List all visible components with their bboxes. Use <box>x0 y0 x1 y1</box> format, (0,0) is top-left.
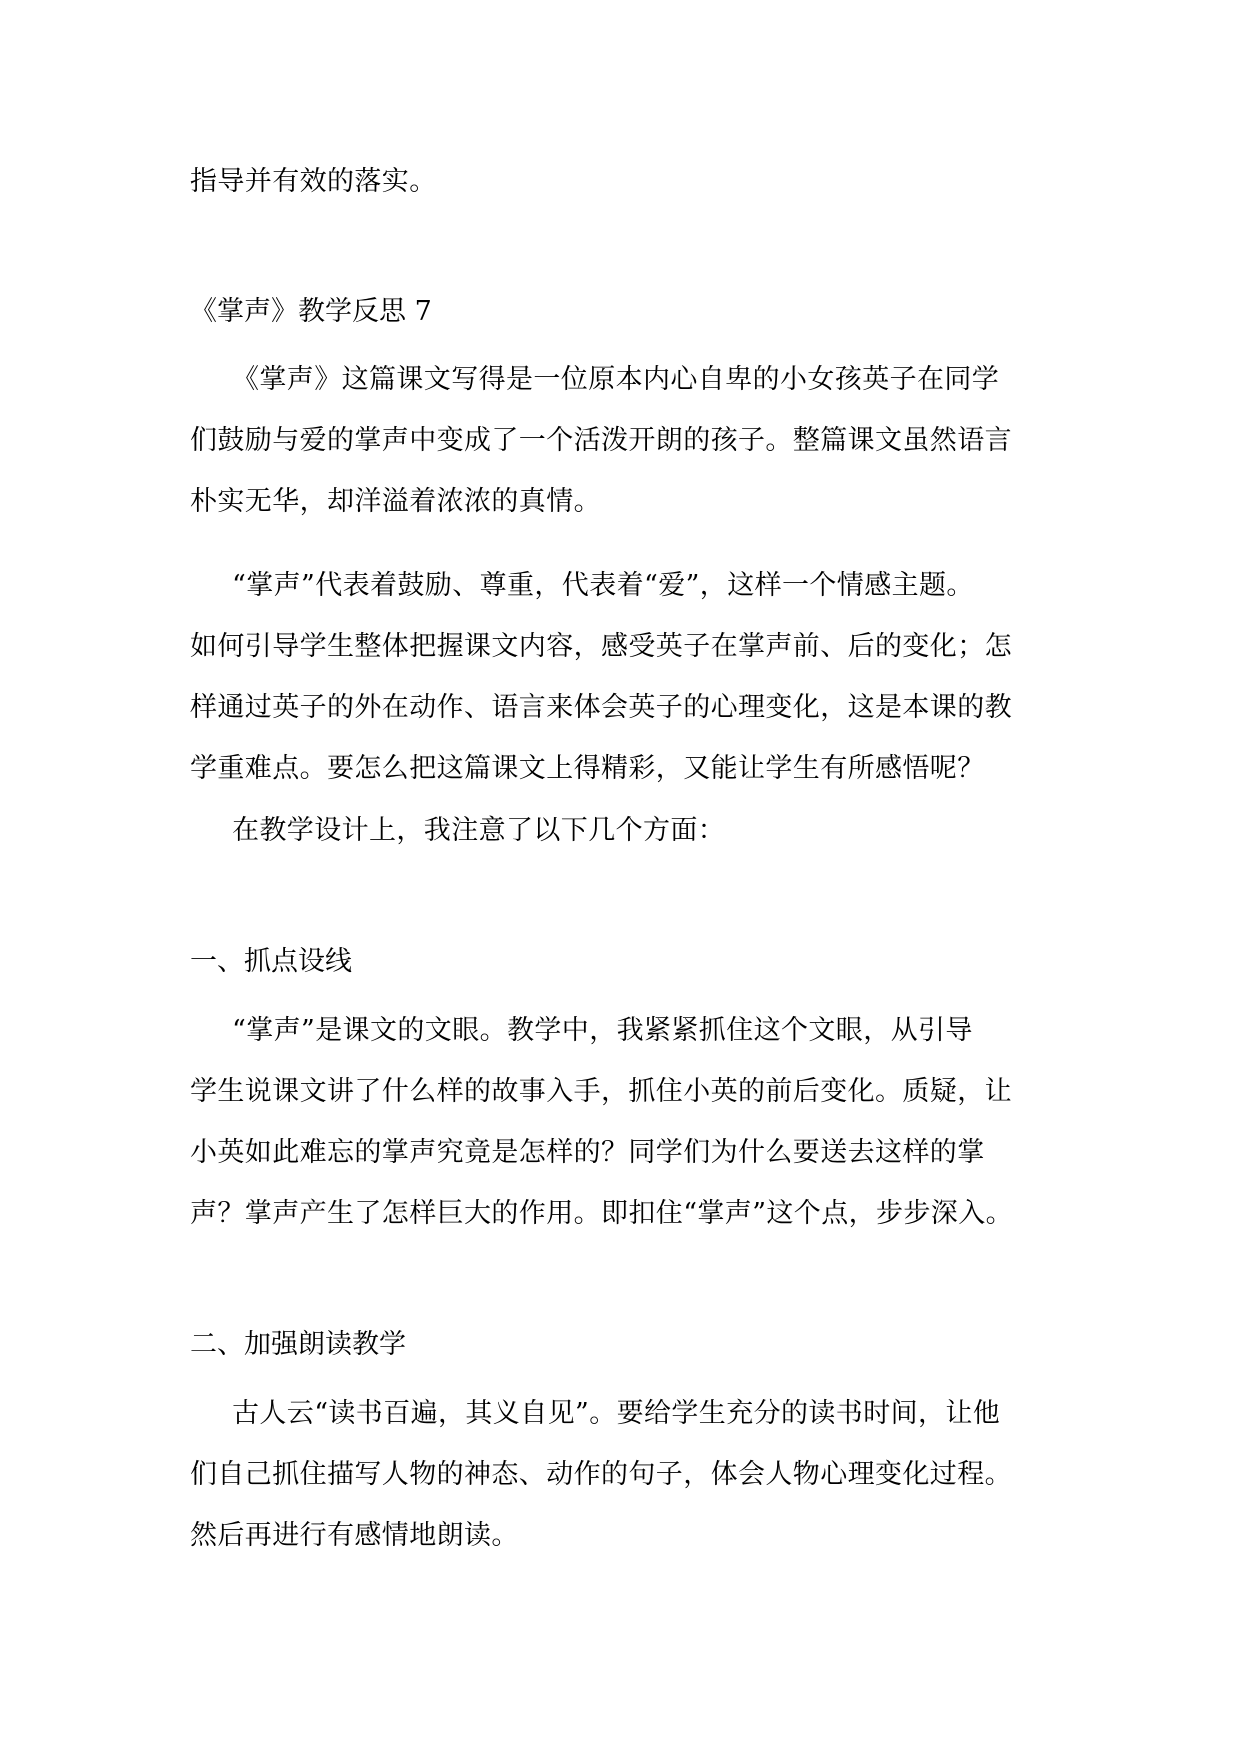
paragraph-line: 学生说课文讲了什么样的故事入手，抓住小英的前后变化。质疑，让 <box>190 1076 1012 1107</box>
paragraph-line: 样通过英子的外在动作、语言来体会英子的心理变化，这是本课的教 <box>190 692 1012 723</box>
paragraph-line: “掌声”代表着鼓励、尊重，代表着“爱”，这样一个情感主题。 <box>232 570 974 601</box>
paragraph-line: 古人云“读书百遍，其义自见”。要给学生充分的读书时间，让他 <box>232 1398 1001 1429</box>
paragraph-line: 们鼓励与爱的掌声中变成了一个活泼开朗的孩子。整篇课文虽然语言 <box>190 425 1012 456</box>
paragraph-line: 在教学设计上，我注意了以下几个方面： <box>232 815 726 846</box>
paragraph-line: 学重难点。要怎么把这篇课文上得精彩，又能让学生有所感悟呢？ <box>190 753 985 784</box>
paragraph-line: “掌声”是课文的文眼。教学中，我紧紧抓住这个文眼，从引导 <box>232 1015 973 1046</box>
intro-line: 指导并有效的落实。 <box>190 166 437 197</box>
paragraph-line: 然后再进行有感情地朗读。 <box>190 1520 519 1551</box>
section-heading: 二、加强朗读教学 <box>190 1329 406 1360</box>
paragraph-line: 声？掌声产生了怎样巨大的作用。即扣住“掌声”这个点，步步深入。 <box>190 1198 1014 1229</box>
section-title: 《掌声》教学反思 7 <box>190 296 432 327</box>
paragraph-line: 如何引导学生整体把握课文内容，感受英子在掌声前、后的变化；怎 <box>190 631 1012 662</box>
paragraph-line: 小英如此难忘的掌声究竟是怎样的？同学们为什么要送去这样的掌 <box>190 1137 985 1168</box>
section-heading: 一、抓点设线 <box>190 946 352 977</box>
paragraph-line: 朴实无华，却洋溢着浓浓的真情。 <box>190 486 601 517</box>
paragraph-line: 们自己抓住描写人物的神态、动作的句子，体会人物心理变化过程。 <box>190 1459 1012 1490</box>
paragraph-line: 《掌声》这篇课文写得是一位原本内心自卑的小女孩英子在同学 <box>232 364 1000 395</box>
